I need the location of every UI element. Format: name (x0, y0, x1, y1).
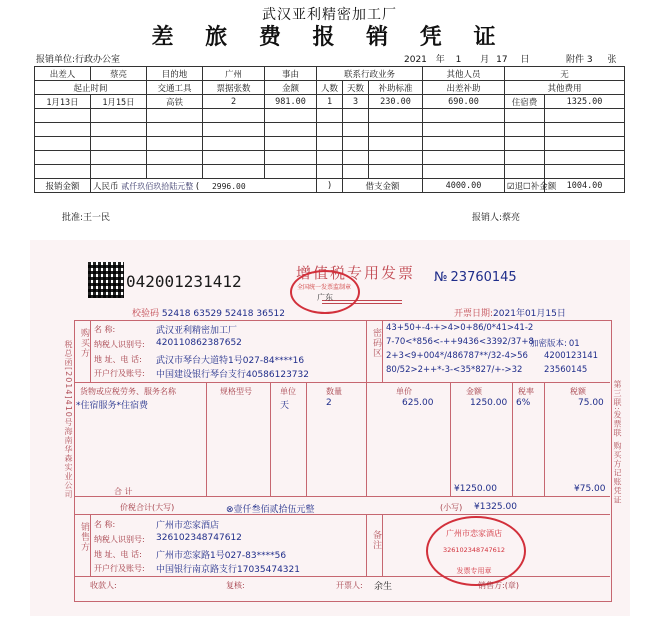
item-amount: 1250.00 (470, 398, 508, 408)
total-small: ¥1325.00 (474, 502, 517, 512)
cipher-line: 80/52>2++*-3-<35*827/+->32 (386, 365, 523, 375)
buyer-addr: 武汉市琴台大道特1号027-84****16 (156, 356, 305, 366)
paren-open: ( (195, 181, 200, 192)
buyer-side-label: 购买方 (79, 328, 89, 358)
cell: 起止时间 (35, 81, 147, 95)
cell: 事由 (265, 67, 317, 81)
cell: 1325.00 (545, 95, 625, 109)
unit-field (36, 52, 120, 65)
approver (62, 210, 110, 223)
sum-label: 合 计 (114, 487, 133, 496)
seller-stamp-label: 销售方:(章) (478, 581, 519, 590)
date-label: 开票日期: (454, 309, 494, 319)
seller-addr-label: 地 址、电 话: (94, 550, 142, 559)
rmb-upper: 贰仟玖佰玖拾陆元整 (121, 181, 194, 191)
enc-code2: 23560145 (544, 365, 588, 375)
col-price: 单价 (396, 387, 412, 396)
cell: 其他人员 (423, 67, 505, 81)
item-unit: 天 (280, 401, 290, 411)
buyer-name: 武汉亚利精密加工厂 (156, 326, 238, 336)
voucher-row-empty (35, 165, 625, 179)
day: 17 (496, 55, 508, 65)
cell: 住宿费 (505, 95, 545, 109)
cipher-line: 2+3<9+004*/486787**/32-4>56 (386, 351, 528, 361)
stamp-bottom-text: 发票专用章 (456, 567, 492, 575)
invoice-title: 增值税专用发票 (296, 264, 416, 282)
check-value: 52418 63529 52418 36512 (161, 309, 285, 319)
check-code (132, 306, 285, 319)
remark-side-label: 备注 (371, 530, 381, 550)
invoice-frame (74, 320, 612, 602)
cell: 690.00 (423, 95, 505, 109)
cell: 联系行政业务 (317, 67, 423, 81)
check-label: 校验码 (132, 309, 160, 319)
cell: 报销金额 (35, 179, 91, 193)
cell (91, 179, 317, 193)
oval-seal-text: 全国统一发票监制章 (296, 284, 351, 291)
cell: 3 (343, 95, 369, 109)
buyer-bank-label: 开户行及账号: (94, 369, 145, 378)
cell: 1 (317, 95, 343, 109)
unit-value: 行政办公室 (75, 55, 121, 65)
year: 2021 (404, 55, 427, 65)
line (270, 382, 271, 496)
rmb-label: 人民币 (93, 181, 119, 192)
line (74, 382, 610, 383)
claimant-name: 蔡亮 (502, 213, 521, 223)
cell: 金额 (265, 81, 317, 95)
col-amount: 金额 (466, 387, 482, 396)
attach-label: 附件 (566, 55, 585, 65)
invoice-number (434, 270, 517, 285)
voucher-row-empty (35, 123, 625, 137)
left-side-text: 税总函[2014]410号海南华森实业公司 (64, 340, 73, 499)
voucher-row-empty (35, 151, 625, 165)
col-rate: 税率 (518, 387, 534, 396)
total-upper: ⊗壹仟叁佰贰拾伍元整 (226, 505, 315, 515)
line (512, 382, 513, 496)
voucher-row-empty (35, 109, 625, 123)
voucher-title: 差 旅 费 报 销 凭 证 (151, 24, 508, 50)
cell: ☑退☐补金额 (505, 179, 545, 193)
item-tax: 75.00 (578, 398, 604, 408)
item-price: 625.00 (402, 398, 434, 408)
cell: 广州 (203, 67, 265, 81)
line (74, 576, 610, 577)
buyer-tax-label: 纳税人识别号: (94, 340, 145, 349)
cipher-line: 7-70<*856<-++9436<3392/37+8 (386, 337, 534, 347)
col-tax: 税额 (570, 387, 586, 396)
line (74, 496, 610, 497)
cell: 230.00 (369, 95, 423, 109)
enc-code1: 4200123141 (544, 351, 599, 361)
voucher-row-header1 (35, 67, 625, 81)
province: 广东 (317, 293, 333, 302)
seller-side-label: 销售方 (79, 522, 89, 552)
seller-name-label: 名 称: (94, 520, 116, 529)
cell: 出差补助 (423, 81, 505, 95)
col-qty: 数量 (326, 387, 342, 396)
sum-tax: ¥75.00 (574, 484, 606, 494)
year-label: 年 (435, 55, 445, 65)
voucher-table (34, 66, 625, 193)
review-label: 复核: (226, 581, 245, 590)
total-label: 价税合计(大写) (120, 503, 175, 512)
drawer-name: 余生 (374, 582, 393, 592)
attachments (566, 52, 617, 65)
voucher-company: 武汉亚利精密加工厂 (262, 7, 397, 23)
unit-label: 报销单位: (36, 55, 76, 65)
travel-expense-voucher (0, 0, 659, 230)
seller-name: 广州市恋家酒店 (156, 521, 220, 531)
cipher-side-label: 密码区 (371, 328, 381, 358)
line (206, 382, 207, 496)
payee-label: 收款人: (90, 581, 117, 590)
buyer-tax: 420110862387652 (156, 338, 242, 348)
total-small-label: (小写) (440, 503, 463, 512)
cell: 天数 (343, 81, 369, 95)
cell: 高铁 (147, 95, 203, 109)
col-item: 货物或应税劳务、服务名称 (80, 387, 176, 396)
voucher-row-header2 (35, 81, 625, 95)
cell: 人数 (317, 81, 343, 95)
seller-addr: 广州市恋家路1号027-83****56 (156, 551, 287, 561)
no-label: № (434, 270, 448, 285)
cell: 借支金额 (343, 179, 423, 193)
claimant (472, 210, 520, 223)
cell: 补助标准 (369, 81, 423, 95)
sum-amount: ¥1250.00 (454, 484, 497, 494)
cell: 无 (505, 67, 625, 81)
buyer-bank: 中国建设银行琴台支行40586123732 (156, 370, 309, 380)
line (450, 382, 451, 496)
cell: 蔡亮 (91, 67, 147, 81)
invoice-code: 042001231412 (126, 272, 242, 291)
cell: 其他费用 (505, 81, 625, 95)
enc-ver: 01 (568, 339, 580, 349)
no-value: 23760145 (450, 270, 517, 285)
total-value: 2996.00 (211, 181, 246, 191)
item-qty: 2 (326, 398, 332, 408)
cell: 票据张数 (203, 81, 265, 95)
line (366, 320, 367, 382)
encryption-version (530, 337, 580, 349)
month: 1 (455, 55, 462, 65)
cell: 1月15日 (91, 95, 147, 109)
buyer-addr-label: 地 址、电 话: (94, 355, 142, 364)
buyer-name-label: 名 称: (94, 325, 116, 334)
claimant-label: 报销人: (472, 213, 503, 223)
item-name: *住宿服务*住宿费 (76, 401, 149, 411)
date-value: 2021年01月15日 (493, 309, 566, 319)
voucher-row-data (35, 95, 625, 109)
voucher-row-total (35, 179, 625, 193)
line (366, 514, 367, 576)
cell: 2 (203, 95, 265, 109)
approve-label: 批准: (62, 213, 84, 223)
cell: 1004.00 (545, 179, 625, 193)
vat-invoice (30, 240, 630, 616)
month-label: 月 (480, 55, 490, 65)
cell: 目的地 (147, 67, 203, 81)
cell: 出差人 (35, 67, 91, 81)
qr-code-icon (88, 262, 124, 298)
stamp-number: 326102348747612 (442, 546, 506, 554)
day-label: 日 (520, 55, 530, 65)
attach-unit: 张 (607, 55, 617, 65)
seller-bank-label: 开户行及账号: (94, 564, 145, 573)
stamp-top-text: 广州市恋家酒店 (446, 529, 502, 538)
line (74, 514, 610, 515)
approve-name: 王一民 (83, 213, 111, 223)
line (306, 382, 307, 496)
cell: 1月13日 (35, 95, 91, 109)
attach-count: 3 (586, 55, 593, 65)
line (544, 382, 545, 496)
seller-bank: 中国银行南京路支行17035474321 (156, 565, 300, 575)
seller-tax-label: 纳税人识别号: (94, 535, 145, 544)
col-spec: 规格型号 (220, 387, 252, 396)
voucher-date (404, 52, 530, 65)
enc-ver-label: 加密版本: (530, 339, 567, 349)
drawer-label: 开票人: (336, 581, 363, 590)
line (366, 382, 367, 496)
cell: 交通工具 (147, 81, 203, 95)
right-side-text: 第三联:发票联 购买方记账凭证 (613, 380, 622, 505)
item-rate: 6% (516, 398, 531, 408)
cell: 4000.00 (423, 179, 505, 193)
cipher-line: 43+50+-4-+>4>0+86/0*41>41-2 (386, 323, 534, 333)
voucher-row-empty (35, 137, 625, 151)
cell: ) (317, 179, 343, 193)
cell: 981.00 (265, 95, 317, 109)
seller-tax: 326102348747612 (156, 533, 242, 543)
col-unit: 单位 (280, 387, 296, 396)
issue-date (454, 306, 566, 319)
